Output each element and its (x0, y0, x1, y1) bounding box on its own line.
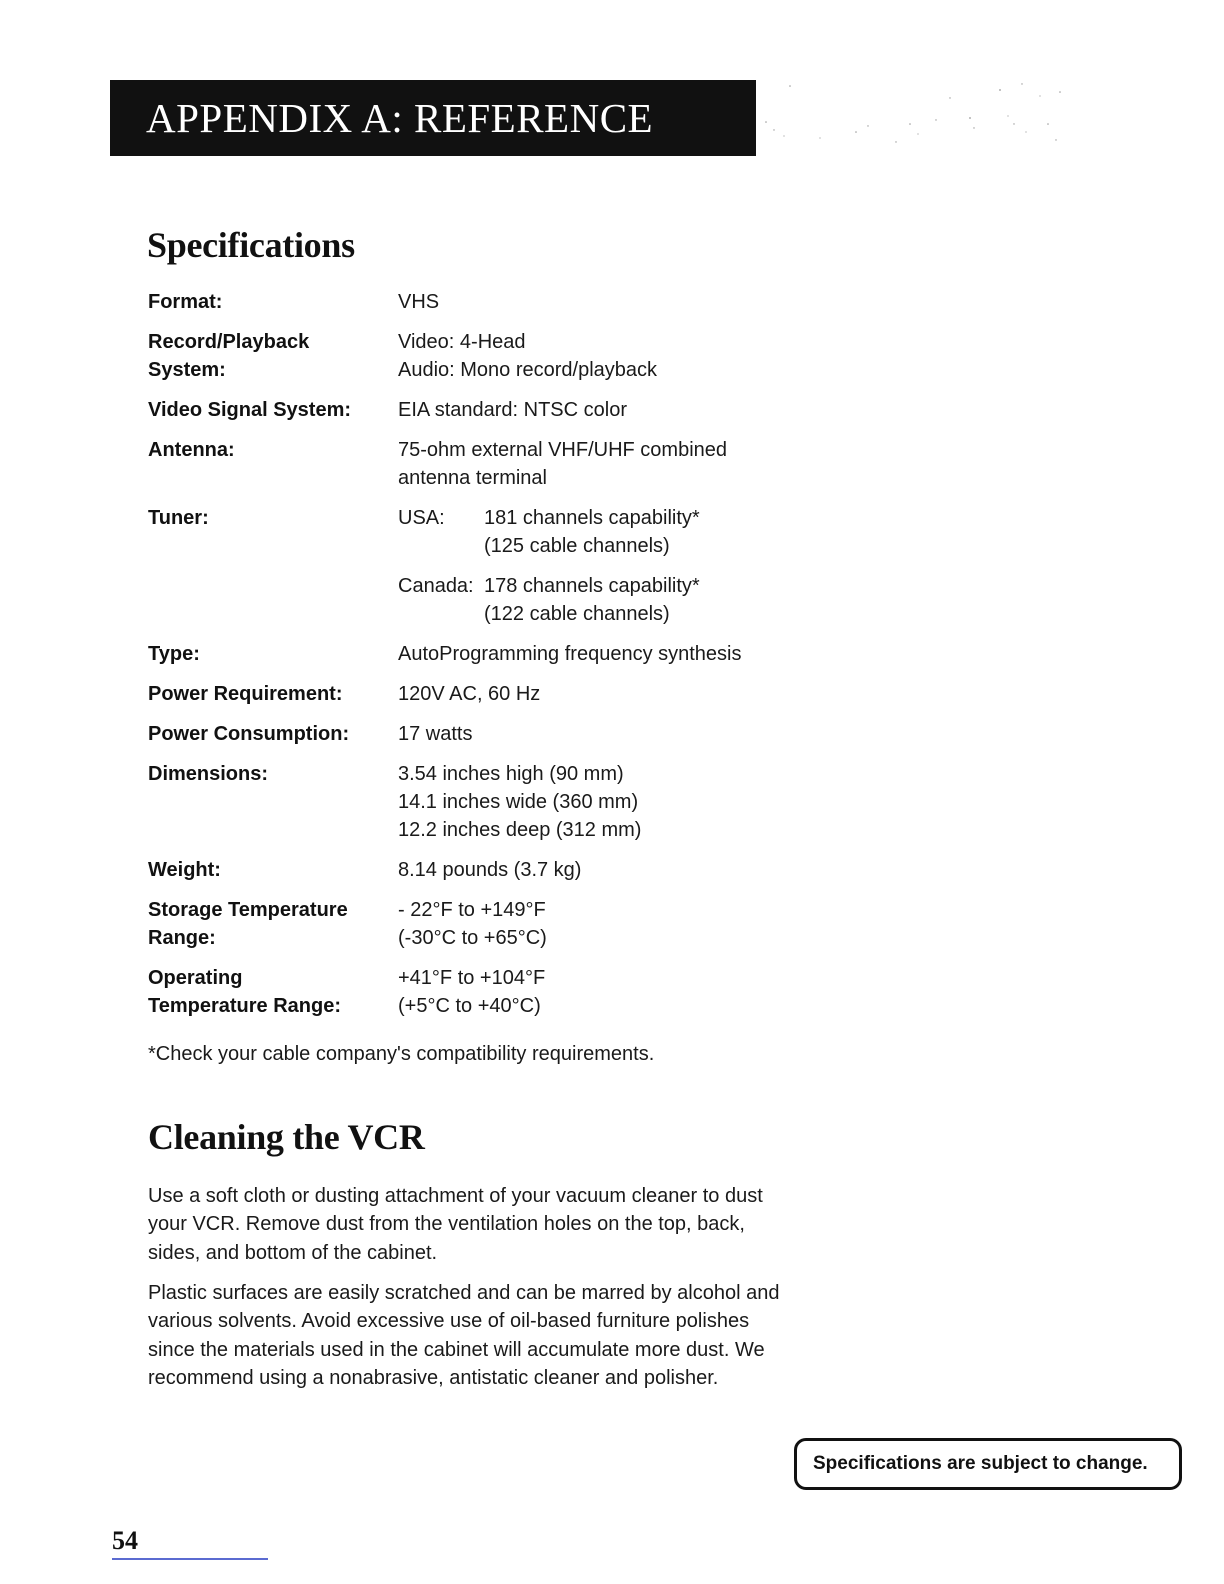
tuner-line: (125 cable channels) (484, 535, 670, 557)
spec-value-line: 12.2 inches deep (312 mm) (398, 819, 642, 841)
spec-label-line: Operating (148, 967, 243, 989)
spec-label: Antenna: (148, 439, 235, 461)
spec-label-line: Record/Playback (148, 331, 310, 353)
specifications-footnote: *Check your cable company's compatibility requirements. (148, 1043, 655, 1065)
spec-value-line: 120V AC, 60 Hz (398, 683, 541, 705)
spec-row-power-requirement (148, 680, 808, 708)
page-number: 54 (112, 1526, 138, 1555)
spec-label: Video Signal System: (148, 399, 352, 421)
spec-row-operating-temperature (148, 964, 808, 1020)
specifications-heading: Specifications (147, 225, 355, 265)
spec-label: Tuner: (148, 507, 209, 529)
spec-value-line: 14.1 inches wide (360 mm) (398, 791, 639, 813)
tuner-region-label: Canada: (398, 575, 474, 597)
cleaning-heading: Cleaning the VCR (148, 1117, 425, 1157)
spec-label: Format: (148, 291, 223, 313)
spec-value (398, 896, 808, 952)
tuner-line: 181 channels capability* (484, 507, 700, 529)
cleaning-paragraph: Use a soft cloth or dusting attachment of your vacuum cleaner to dust your VCR. Remove dust from the ventilation holes on the top, back, sides, and bottom of the cabinet. (148, 1185, 763, 1264)
spec-value (398, 856, 808, 884)
spec-value-line: 75-ohm external VHF/UHF combined (398, 439, 728, 461)
spec-row-record-playback (148, 328, 808, 384)
spec-value (398, 680, 808, 708)
spec-value-line: 3.54 inches high (90 mm) (398, 763, 624, 785)
spec-label (148, 896, 398, 952)
spec-label: Power Requirement: (148, 683, 343, 705)
spec-label: Power Consumption: (148, 723, 350, 745)
spec-label-line: System: (148, 359, 226, 381)
cleaning-paragraph: Plastic surfaces are easily scratched and can be marred by alcohol and various solvents. Avoid excessive use of oil-based furniture polishes since the materials used in the cabinet will accumulate more dust. We recommend using a nonabrasive, antistatic cleaner and polisher. (148, 1282, 780, 1390)
spec-row-antenna (148, 436, 808, 492)
spec-value (398, 504, 808, 628)
spec-value-line: EIA standard: NTSC color (398, 399, 627, 421)
spec-value (398, 396, 808, 424)
spec-label: Dimensions: (148, 763, 269, 785)
spec-row-power-consumption (148, 720, 808, 748)
appendix-banner (110, 80, 756, 156)
spec-value (398, 964, 808, 1020)
spec-label (148, 964, 398, 1020)
specifications-change-notice (794, 1438, 1182, 1490)
spec-value-line: Video: 4-Head (398, 331, 526, 353)
spec-label: Weight: (148, 859, 221, 881)
spec-value-line: +41°F to +104°F (398, 967, 546, 989)
tuner-canada (398, 572, 808, 628)
spec-value (398, 436, 808, 492)
spec-row-video-signal (148, 396, 808, 424)
spec-label (148, 328, 398, 384)
tuner-line: 178 channels capability* (484, 575, 700, 597)
spec-label-line: Temperature Range: (148, 995, 342, 1017)
spec-value-line: 8.14 pounds (3.7 kg) (398, 859, 582, 881)
tuner-usa (398, 504, 808, 560)
spec-value-line: (-30°C to +65°C) (398, 927, 547, 949)
spec-value-line: VHS (398, 291, 440, 313)
spec-row-storage-temperature (148, 896, 808, 952)
spec-row-dimensions (148, 760, 808, 844)
spec-row-type (148, 640, 808, 668)
specifications-table (148, 288, 808, 1032)
spec-value (398, 328, 808, 384)
page-number-rule (112, 1558, 268, 1560)
spec-label-line: Range: (148, 927, 216, 949)
tuner-region-label: USA: (398, 507, 445, 529)
scan-speckle-decoration (760, 80, 1080, 160)
spec-value-line: antenna terminal (398, 467, 547, 489)
notice-text: Specifications are subject to change. (813, 1453, 1148, 1474)
spec-value (398, 720, 808, 748)
spec-row-format (148, 288, 808, 316)
spec-value-line: Audio: Mono record/playback (398, 359, 658, 381)
spec-label-line: Storage Temperature (148, 899, 348, 921)
tuner-line: (122 cable channels) (484, 603, 670, 625)
spec-value-line: - 22°F to +149°F (398, 899, 546, 921)
appendix-title: APPENDIX A: REFERENCE (146, 95, 654, 141)
spec-row-tuner (148, 504, 808, 628)
spec-value-line: 17 watts (398, 723, 473, 745)
spec-value (398, 640, 808, 668)
spec-value-line: (+5°C to +40°C) (398, 995, 541, 1017)
spec-label: Type: (148, 643, 200, 665)
spec-row-weight (148, 856, 808, 884)
spec-value (398, 760, 808, 844)
spec-value (398, 288, 808, 316)
spec-value-line: AutoProgramming frequency synthesis (398, 643, 742, 665)
